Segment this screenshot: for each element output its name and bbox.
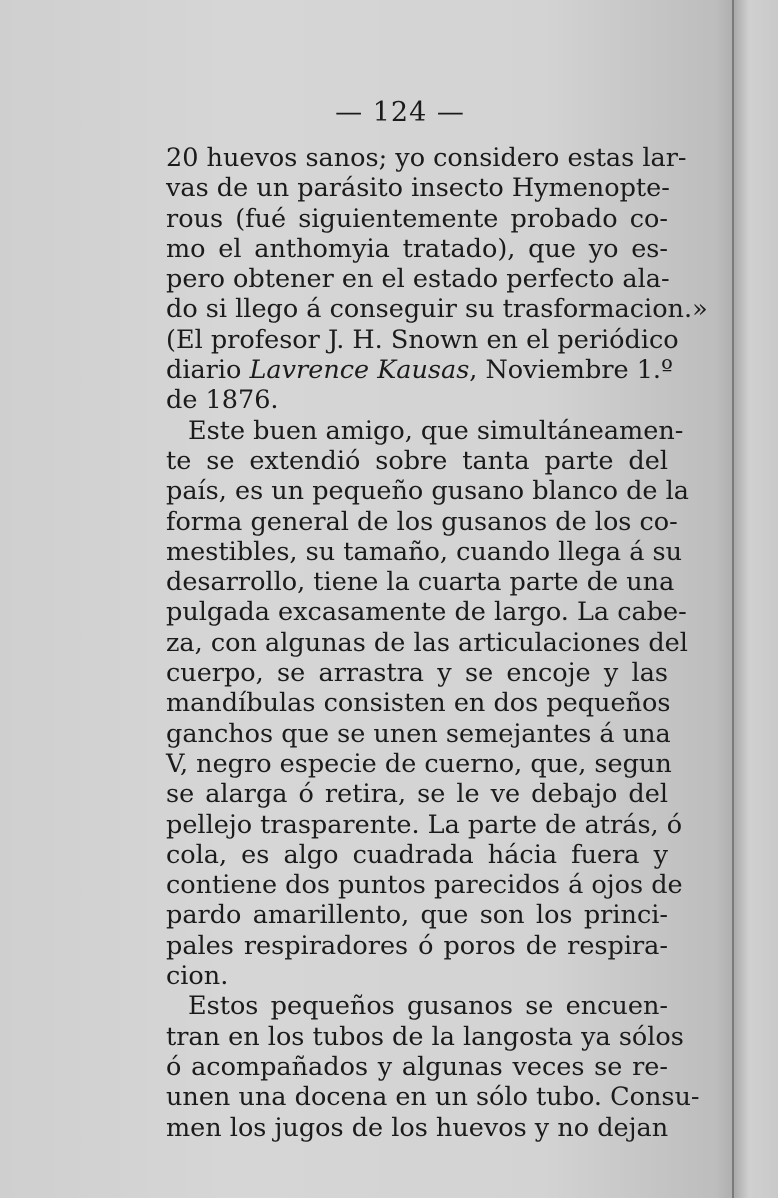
text-line: se alarga ó retira, se le ve debajo del (166, 779, 668, 810)
text-line: mo el anthomyia tratado), que yo es- (166, 233, 668, 264)
text-line: (El profesor J. H. Snown en el periódico (166, 324, 679, 355)
text-line: rous (fué siguientemente probado co- (166, 203, 668, 234)
text-line: Estos pequeños gusanos se encuen- (188, 991, 668, 1022)
text-line: desarrollo, tiene la cuarta parte de una (166, 567, 675, 598)
text-line: pero obtener en el estado perfecto ala- (166, 264, 670, 295)
text-line: contiene dos puntos parecidos á ojos de (166, 870, 683, 901)
text-line: vas de un parásito insecto Hymenopte- (166, 173, 670, 204)
text-line: men los jugos de los huevos y no dejan (166, 1112, 669, 1143)
text-line: de 1876. (166, 385, 279, 416)
text-line: ó acompañados y algunas veces se re- (166, 1051, 668, 1082)
text-line: cion. (166, 961, 229, 992)
text-line: forma general de los gusanos de los co- (166, 506, 678, 537)
text-line: tran en los tubos de la langosta ya sólos (166, 1021, 684, 1052)
text-line: za, con algunas de las articulaciones del (166, 627, 688, 658)
text-line: pardo amarillento, que son los princi- (166, 900, 668, 931)
text-line: V, negro especie de cuerno, que, segun (166, 748, 672, 779)
text-line: cola, es algo cuadrada hácia fuera y (166, 839, 668, 870)
text-line: cuerpo, se arrastra y se encoje y las (166, 658, 668, 689)
text-line: te se extendió sobre tanta parte del (166, 445, 668, 476)
page-number: — 124 — (335, 97, 465, 128)
text-line: pales respiradores ó poros de respira- (166, 930, 668, 961)
page-spine-edge (732, 0, 778, 1198)
text-line: 20 huevos sanos; yo considero estas lar- (166, 143, 687, 173)
text-line: Este buen amigo, que simultáneamen- (188, 415, 684, 446)
text-line: pellejo trasparente. La parte de atrás, ó (166, 809, 683, 840)
text-line: diario Lavrence Kausas, Noviembre 1.º (166, 355, 674, 386)
text-line: ganchos que se unen semejantes á una (166, 718, 671, 749)
italic-newspaper-name: Lavrence Kausas (249, 355, 470, 386)
body-text (166, 143, 708, 1143)
text-line: do si llego á conseguir su trasformacion.» (166, 294, 708, 325)
text-line: pulgada excasamente de largo. La cabe- (166, 597, 687, 628)
text-line: unen una docena en un sólo tubo. Consu- (166, 1082, 700, 1113)
text-line: mandíbulas consisten en dos pequeños (166, 688, 671, 719)
text-line: país, es un pequeño gusano blanco de la (166, 476, 689, 507)
text-line: mestibles, su tamaño, cuando llega á su (166, 536, 683, 567)
